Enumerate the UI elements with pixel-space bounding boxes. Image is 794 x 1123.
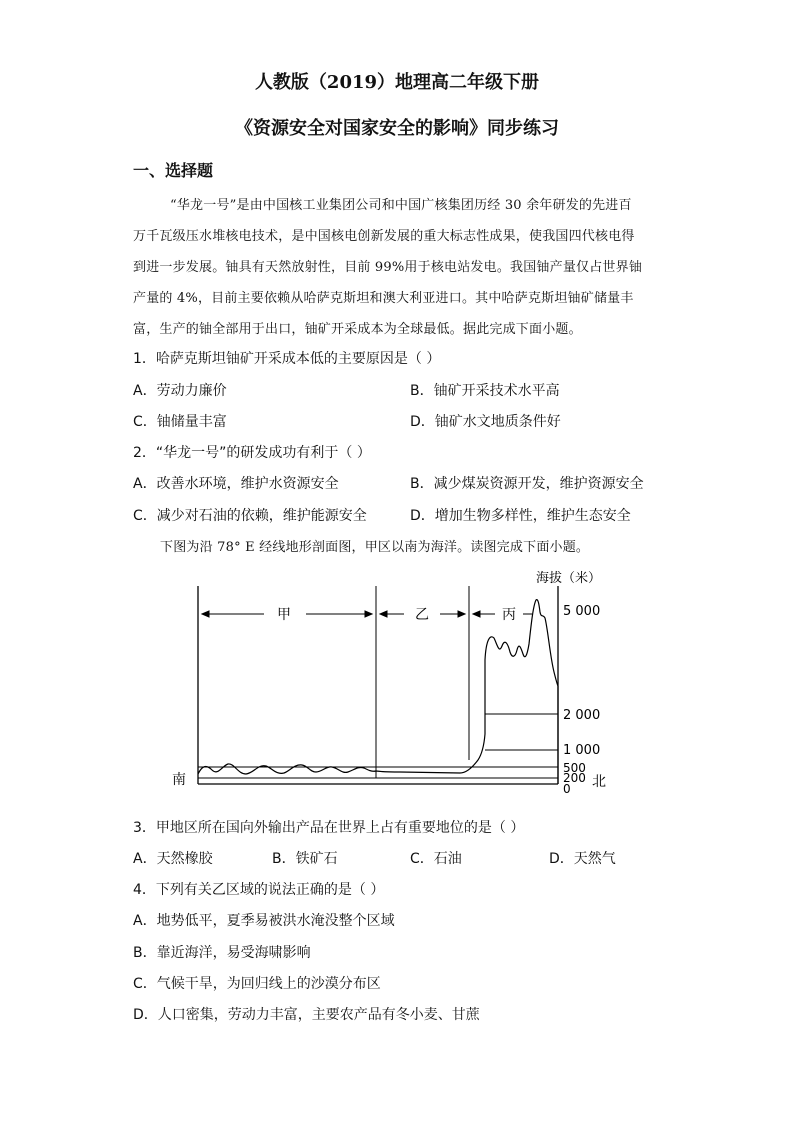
option-c[interactable]: C．石油 (410, 851, 462, 867)
option-a[interactable]: A．天然橡胶 (133, 851, 213, 867)
zone-label-bing: 丙 (502, 607, 516, 623)
terrain-profile-figure (160, 560, 620, 805)
page-title-line1: 人教版（2019）地理高二年级下册 (254, 72, 540, 93)
south-label: 南 (172, 772, 186, 788)
page-title-line2: 《资源安全对国家安全的影响》同步练习 (235, 118, 559, 139)
north-label: 北 (592, 774, 606, 790)
question-stem: 2．“华龙一号”的研发成功有利于（ ） (133, 445, 371, 461)
tick-label: 5 000 (563, 604, 601, 619)
option-c[interactable]: C．气候干旱，为回归线上的沙漠分布区 (133, 976, 381, 992)
elevation-axis-label: 海拔（米） (536, 571, 602, 586)
tick-label: 200 (563, 771, 586, 785)
option-b[interactable]: B．铀矿开采技术水平高 (410, 383, 560, 399)
passage-line: 万千瓦级压水堆核电技术，是中国核电创新发展的重大标志性成果，使我国四代核电得 (133, 229, 635, 244)
option-a[interactable]: A．劳动力廉价 (133, 383, 227, 399)
option-c[interactable]: C．铀储量丰富 (133, 414, 227, 430)
question-stem: 1．哈萨克斯坦铀矿开采成本低的主要原因是（ ） (133, 351, 441, 367)
zone-label-yi: 乙 (415, 607, 429, 623)
passage-line: “华龙一号”是由中国核工业集团公司和中国广核集团历经 30 余年研发的先进百 (170, 198, 632, 213)
option-b[interactable]: B．铁矿石 (272, 851, 338, 867)
passage-line: 产量的 4%，目前主要依赖从哈萨克斯坦和澳大利亚进口。其中哈萨克斯坦铀矿储量丰 (133, 291, 634, 306)
tick-label: 2 000 (563, 708, 601, 723)
option-d[interactable]: D．天然气 (549, 851, 616, 867)
passage-line: 富，生产的铀全部用于出口，铀矿开采成本为全球最低。据此完成下面小题。 (133, 322, 582, 337)
section-heading: 一、选择题 (133, 161, 214, 180)
tick-label: 0 (563, 782, 571, 796)
option-d[interactable]: D．铀矿水文地质条件好 (410, 414, 561, 430)
terrain-profile-line (198, 600, 558, 784)
option-b[interactable]: B．减少煤炭资源开发，维护资源安全 (410, 476, 644, 492)
option-d[interactable]: D．增加生物多样性，维护生态安全 (410, 508, 631, 524)
tick-label: 1 000 (563, 743, 601, 758)
figure-intro: 下图为沿 78° E 经线地形剖面图，甲区以南为海洋。读图完成下面小题。 (160, 540, 590, 555)
question-stem: 4．下列有关乙区域的说法正确的是（ ） (133, 882, 385, 898)
option-c[interactable]: C．减少对石油的依赖，维护能源安全 (133, 508, 367, 524)
option-d[interactable]: D．人口密集，劳动力丰富，主要农产品有冬小麦、甘蔗 (133, 1007, 480, 1023)
passage-line: 到进一步发展。铀具有天然放射性，目前 99%用于核电站发电。我国铀产量仅占世界铀 (133, 260, 643, 275)
option-b[interactable]: B．靠近海洋，易受海啸影响 (133, 945, 311, 961)
tick-label: 500 (563, 761, 586, 775)
option-a[interactable]: A．地势低平，夏季易被洪水淹没整个区域 (133, 913, 395, 929)
zone-label-jia: 甲 (277, 607, 291, 623)
question-stem: 3．甲地区所在国向外输出产品在世界上占有重要地位的是（ ） (133, 820, 525, 836)
option-a[interactable]: A．改善水环境，维护水资源安全 (133, 476, 339, 492)
